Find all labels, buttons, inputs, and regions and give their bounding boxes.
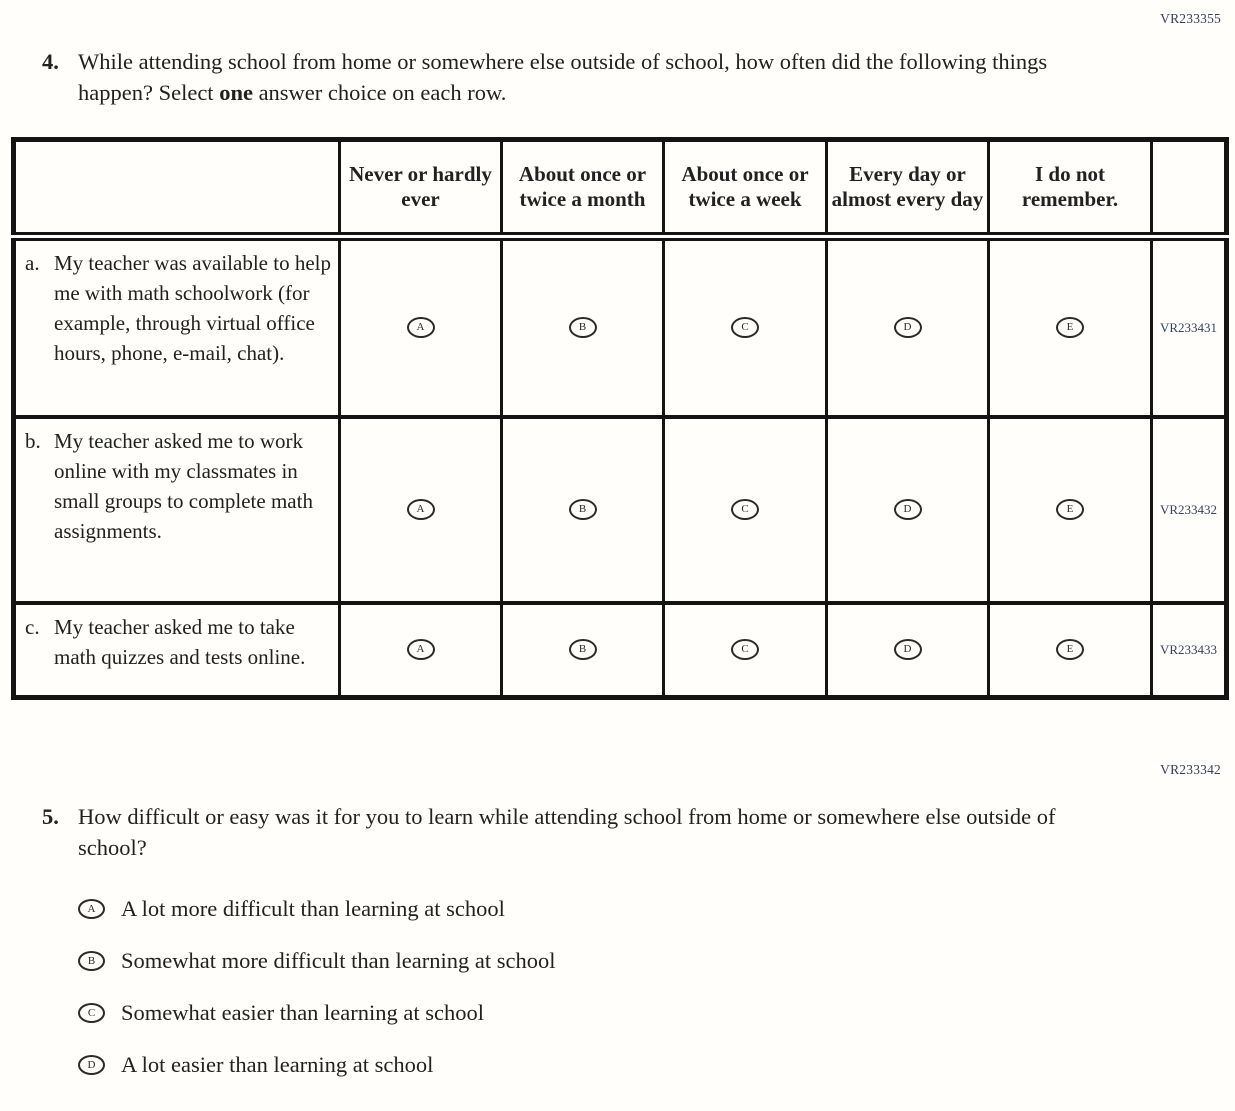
column-header-month: About once or twice a month [502,140,664,237]
option-text-B: Somewhat more difficult than learning at school [121,948,556,973]
answer-bubble-a-B[interactable] [569,317,597,338]
answer-bubble-c-C[interactable] [731,639,759,660]
form-code-top: VR233355 [1160,11,1221,26]
option-bubble-B[interactable] [78,951,105,971]
option-bubble-D[interactable] [78,1055,105,1075]
code-header-empty [1152,140,1227,237]
matrix-header-row [14,140,1227,237]
answer-bubble-a-C[interactable] [731,317,759,338]
answer-bubble-a-D[interactable] [894,317,922,338]
question-4-text-before: While attending school from home or somewhere else outside of school, how often did the following things happen? Select [78,49,1048,105]
bubble-letter: C [741,643,749,656]
answer-bubble-a-E[interactable] [1056,317,1084,338]
answer-bubble-c-B[interactable] [569,639,597,660]
choice-cell [340,417,502,603]
choice-cell [502,417,664,603]
answer-bubble-b-E[interactable] [1056,499,1084,520]
answer-bubble-c-D[interactable] [894,639,922,660]
bubble-letter: D [87,1058,96,1071]
choice-cell [989,237,1152,417]
answer-bubble-c-E[interactable] [1056,639,1084,660]
statement-header-empty [14,140,340,237]
choice-cell [664,417,827,603]
bubble-letter: E [1066,321,1074,334]
choice-cell [340,603,502,698]
option-text-C: Somewhat easier than learning at school [121,1000,485,1025]
choice-cell [664,603,827,698]
row-a-letter: a. [25,251,40,275]
matrix-row-b [14,417,1227,603]
column-header-everyday: Every day or almost every day [827,140,989,237]
choice-cell [989,603,1152,698]
answer-bubble-c-A[interactable] [407,639,435,660]
question-4-bold-word: one [219,80,253,105]
option-text-A: A lot more difficult than learning at school [121,896,505,921]
bubble-letter: B [578,643,587,656]
matrix-row-c [14,603,1227,698]
choice-cell [827,603,989,698]
option-row-a [78,896,1235,922]
statement-cell-b [14,417,340,603]
row-c-code: VR233433 [1152,603,1227,698]
choice-cell [502,237,664,417]
bubble-letter: D [903,503,912,515]
question-4-text-after: answer choice on each row. [252,80,507,105]
option-bubble-C[interactable] [78,1003,105,1023]
choice-cell [340,237,502,417]
column-header-week: About once or twice a week [664,140,827,237]
answer-bubble-b-C[interactable] [731,499,759,520]
question-4-text [78,46,1090,108]
statement-b [25,426,332,546]
row-a-code: VR233431 [1152,237,1227,417]
bubble-letter: C [741,503,749,515]
answer-bubble-b-B[interactable] [569,499,597,520]
option-row-d [78,1052,1235,1078]
answer-bubble-b-A[interactable] [407,499,435,520]
choice-cell [502,603,664,698]
question-4 [42,46,1235,108]
bubble-letter: A [416,503,425,515]
column-header-never: Never or hardly ever [340,140,502,237]
question-4-number: 4. [42,49,59,74]
option-row-b [78,948,1235,974]
bubble-letter: C [741,321,749,334]
answer-bubble-b-D[interactable] [894,499,922,520]
option-row-c [78,1000,1235,1026]
form-code-middle: VR233342 [1160,762,1221,777]
statement-a [25,248,332,368]
choice-cell [827,237,989,417]
row-b-letter: b. [25,428,41,453]
row-c-text: My teacher asked me to take math quizzes and tests online. [54,614,306,669]
bubble-letter: E [1066,503,1074,515]
statement-cell-a [14,237,340,417]
statement-c [25,612,332,672]
bubble-letter: B [578,321,587,334]
bubble-letter: E [1066,643,1074,656]
bubble-letter: D [903,643,912,656]
row-b-text: My teacher asked me to work online with my classmates in small groups to complete math assignments. [54,428,313,543]
matrix-row-a [14,237,1227,417]
row-a-text: My teacher was available to help me with math schoolwork (for example, through virtual office hours, phone, e-mail, chat). [54,251,331,365]
question-5-number: 5. [42,804,59,829]
row-c-letter: c. [25,614,40,639]
q4-matrix-table [11,137,1229,700]
answer-bubble-a-A[interactable] [407,317,435,338]
bubble-letter: A [416,321,425,334]
bubble-letter: B [87,954,96,967]
option-text-D: A lot easier than learning at school [121,1052,434,1077]
bubble-letter: B [578,503,587,515]
choice-cell [664,237,827,417]
question-5-options [78,896,1235,1078]
choice-cell [989,417,1152,603]
row-b-code: VR233432 [1152,417,1227,603]
bubble-letter: A [416,643,425,656]
column-header-remember: I do not remember. [989,140,1152,237]
bubble-letter: D [903,321,912,334]
bubble-letter: A [87,902,96,915]
option-bubble-A[interactable] [78,899,105,919]
statement-cell-c [14,603,340,698]
bubble-letter: C [87,1006,96,1019]
question-5-text: How difficult or easy was it for you to learn while attending school from home or somewhere else outside of school? [78,804,1056,860]
question-5 [42,801,1235,863]
choice-cell [827,417,989,603]
